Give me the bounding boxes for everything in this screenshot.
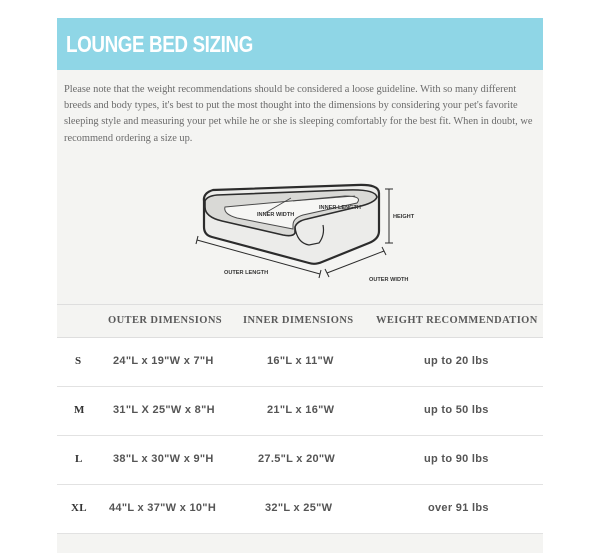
weight-value: up to 50 lbs bbox=[424, 404, 489, 416]
outer-dimensions-value: 38"L x 30"W x 9"H bbox=[113, 453, 214, 465]
outer-dimensions-value: 24"L x 19"W x 7"H bbox=[113, 355, 214, 367]
size-label: S bbox=[75, 355, 82, 367]
sizing-card bbox=[57, 18, 543, 553]
sizing-table bbox=[57, 304, 543, 534]
table-row bbox=[57, 338, 543, 387]
size-label: L bbox=[75, 453, 83, 465]
bed-diagram bbox=[57, 163, 543, 313]
outer-width-label: OUTER WIDTH bbox=[369, 277, 409, 283]
outer-length-label: OUTER LENGTH bbox=[224, 270, 269, 276]
inner-dimensions-value: 32"L x 25"W bbox=[265, 502, 333, 514]
weight-value: up to 20 lbs bbox=[424, 355, 489, 367]
weight-value: over 91 lbs bbox=[428, 502, 489, 514]
inner-width-label: INNER WIDTH bbox=[257, 212, 295, 218]
table-row bbox=[57, 387, 543, 436]
outer-dimensions-value: 44"L x 37"W x 10"H bbox=[109, 502, 217, 514]
inner-dimensions-value: 16"L x 11"W bbox=[267, 355, 334, 367]
header-weight-recommendation: WEIGHT RECOMMENDATION bbox=[376, 315, 538, 326]
page-title: LOUNGE BED SIZING bbox=[66, 30, 253, 57]
title-banner bbox=[57, 18, 543, 70]
inner-dimensions-value: 27.5"L x 20"W bbox=[258, 453, 336, 465]
weight-value: up to 90 lbs bbox=[424, 453, 489, 465]
outer-dimensions-value: 31"L X 25"W x 8"H bbox=[113, 404, 215, 416]
size-label: M bbox=[74, 404, 85, 416]
table-row bbox=[57, 485, 543, 534]
header-outer-dimensions: OUTER DIMENSIONS bbox=[108, 315, 223, 326]
inner-length-label: INNER LENGTH bbox=[319, 205, 361, 211]
size-label: XL bbox=[71, 502, 87, 514]
bed-illustration bbox=[57, 163, 543, 313]
height-label: HEIGHT bbox=[393, 214, 415, 220]
table-header bbox=[57, 304, 543, 338]
header-inner-dimensions: INNER DIMENSIONS bbox=[243, 315, 354, 326]
table-row bbox=[57, 436, 543, 485]
inner-dimensions-value: 21"L x 16"W bbox=[267, 404, 335, 416]
intro-paragraph: Please note that the weight recommendations should be considered a loose guideline. With so many different breeds and body types, it's best to put the most thought into the dimensions by considering your pet's favorite sleeping style and measuring your pet while he or she is sleeping comfortably for the best fit. When in doubt, we recommend ordering a size up. bbox=[64, 84, 533, 144]
